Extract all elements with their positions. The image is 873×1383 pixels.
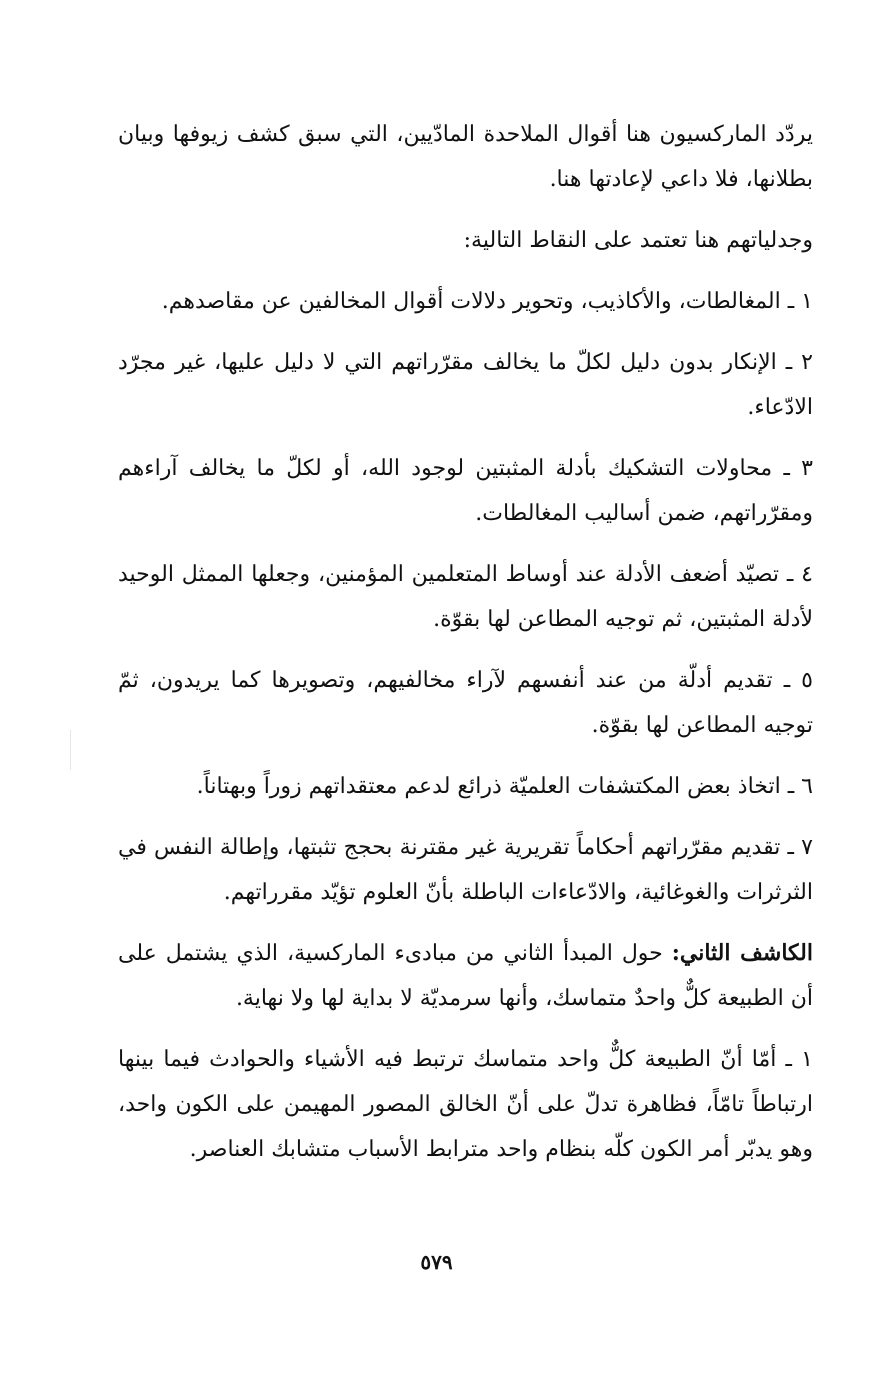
section-heading: الكاشف الثاني: (671, 940, 813, 966)
list-item-6: ٦ ـ اتخاذ بعض المكتشفات العلميّة ذرائع لدعم معتقداتهم زوراً وبهتاناً. (196, 774, 813, 799)
list-item-1: ١ ـ المغالطات، والأكاذيب، وتحوير دلالات أقوال المخالفين عن مقاصدهم. (161, 289, 813, 314)
points-intro: وجدلياتهم هنا تعتمد على النقاط التالية: (463, 228, 813, 253)
list-item-7: ٧ ـ تقديم مقرّراتهم أحكاماً تقريرية غير مقترنة بحجج تثبتها، وإطالة النفس في الثرثرات والغوغائية، والادّعاءات الباطلة بأنّ العلوم تؤيّد مقرراتهم. (118, 835, 813, 905)
list-item-2: ٢ ـ الإنكار بدون دليل لكلّ ما يخالف مقرّراتهم التي لا دليل عليها، غير مجرّد الادّعاء. (118, 350, 813, 420)
intro-paragraph: يردّد الماركسيون هنا أقوال الملاحدة المادّيين، التي سبق كشف زيوفها وبيان بطلانها، فلا داعي لإعادتها هنا. (118, 122, 813, 192)
section-paragraph (118, 931, 813, 1021)
list-item-4: ٤ ـ تصيّد أضعف الأدلة عند أوساط المتعلمين المؤمنين، وجعلها الممثل الوحيد لأدلة المثبتين، ثم توجيه المطاعن لها بقوّة. (118, 562, 813, 632)
page-number: ٥٧٩ (420, 1250, 453, 1274)
list-item-5: ٥ ـ تقديم أدلّة من عند أنفسهم لآراء مخالفيهم، وتصويرها كما يريدون، ثمّ توجيه المطاعن لها بقوّة. (118, 668, 813, 738)
page-body (118, 112, 813, 1188)
section-point-1: ١ ـ أمّا أنّ الطبيعة كلٌّ واحد متماسك ترتبط فيه الأشياء والحوادث فيما بينها ارتباطاً تامّاً، فظاهرة تدلّ على أنّ الخالق المصور المهيمن على الكون واحد، وهو يدبّر أمر الكون كلّه بنظام واحد مترابط الأسباب متشابك العناصر. (118, 1047, 813, 1162)
scan-edge-mark (70, 730, 71, 770)
section-text: حول المبدأ الثاني من مبادىء الماركسية، الذي يشتمل على أن الطبيعة كلٌّ واحدٌ متماسك، وأنها سرمديّة لا بداية لها ولا نهاية. (118, 941, 813, 1011)
list-item-3: ٣ ـ محاولات التشكيك بأدلة المثبتين لوجود الله، أو لكلّ ما يخالف آراءهم ومقرّراتهم، ضمن أساليب المغالطات. (118, 456, 813, 526)
